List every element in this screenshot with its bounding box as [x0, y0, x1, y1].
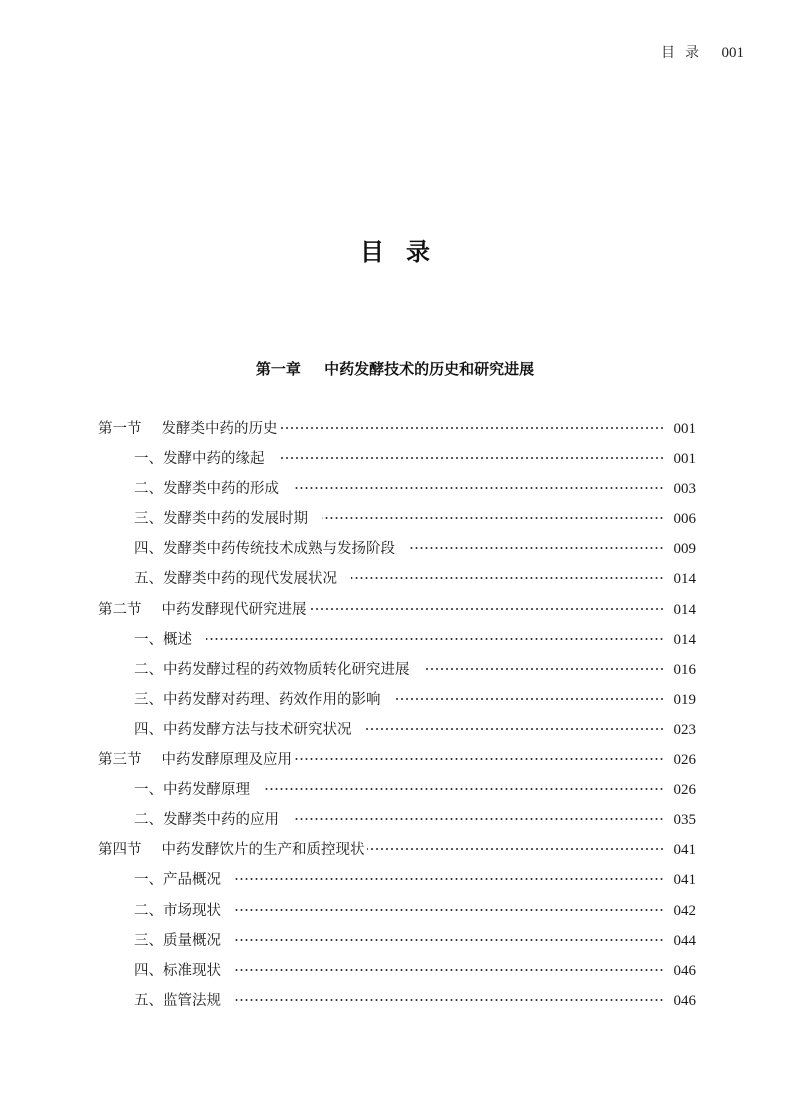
toc-subsection-entry[interactable]: [98, 625, 696, 655]
toc-subsection-entry[interactable]: [98, 655, 696, 685]
dot-leader: [235, 969, 664, 971]
dot-leader: [395, 698, 665, 700]
dot-leader: [293, 818, 664, 820]
entry-title: 二、市场现状: [134, 902, 221, 919]
page-number: 026: [673, 782, 696, 799]
page-number: 009: [673, 541, 696, 558]
toc-subsection-entry[interactable]: [98, 444, 696, 474]
toc-subsection-entry[interactable]: [98, 986, 696, 1016]
page-number: 035: [673, 812, 696, 829]
chapter-heading: [0, 358, 790, 379]
entry-title: 三、质量概况: [134, 932, 221, 949]
page-number: 014: [673, 571, 696, 588]
entry-title: 一、概述: [134, 631, 192, 648]
section-number: 第四节: [98, 842, 142, 859]
page-number: 014: [673, 631, 696, 648]
dot-leader: [280, 427, 665, 429]
dot-leader: [235, 909, 664, 911]
page-number: 026: [673, 752, 696, 769]
dot-leader: [264, 788, 664, 790]
toc-subsection-entry[interactable]: [98, 474, 696, 504]
entry-title: 五、发酵类中药的现代发展状况: [134, 571, 337, 588]
running-header: [661, 42, 744, 62]
page-number: 016: [673, 661, 696, 678]
toc-section-entry[interactable]: [98, 745, 696, 775]
dot-leader: [409, 547, 664, 549]
entry-title: 一、中药发酵原理: [134, 782, 250, 799]
entry-title: 二、发酵类中药的应用: [134, 812, 279, 829]
dot-leader: [293, 487, 664, 489]
section-number: 第二节: [98, 601, 142, 618]
dot-leader: [366, 728, 665, 730]
entry-title: 五、监管法规: [134, 992, 221, 1009]
page-number: 041: [673, 842, 696, 859]
page-number: 046: [673, 962, 696, 979]
dot-leader: [206, 638, 664, 640]
entry-title: 四、发酵类中药传统技术成熟与发扬阶段: [134, 541, 395, 558]
dot-leader: [235, 878, 664, 880]
toc-subsection-entry[interactable]: [98, 775, 696, 805]
dot-leader: [235, 939, 664, 941]
toc-subsection-entry[interactable]: [98, 715, 696, 745]
dot-leader: [367, 848, 665, 850]
dot-leader: [294, 758, 664, 760]
dot-leader: [424, 668, 665, 670]
toc-subsection-entry[interactable]: [98, 805, 696, 835]
toc-subsection-entry[interactable]: [98, 956, 696, 986]
dot-leader: [235, 999, 664, 1001]
toc-heading: 目录: [360, 238, 452, 266]
page-number: 003: [673, 481, 696, 498]
toc-subsection-entry[interactable]: [98, 926, 696, 956]
entry-title: 一、产品概况: [134, 872, 221, 889]
toc-subsection-entry[interactable]: [98, 685, 696, 715]
page-number: 023: [673, 721, 696, 738]
chapter-title: 中药发酵技术的历史和研究进展: [324, 360, 535, 378]
dot-leader: [322, 517, 664, 519]
entry-title: 二、发酵类中药的形成: [134, 481, 279, 498]
running-header-page-number: 001: [721, 45, 744, 61]
chapter-number: 第一章: [255, 360, 301, 378]
dot-leader: [279, 457, 665, 459]
entry-title: 三、发酵类中药的发展时期: [134, 511, 308, 528]
section-number: 第三节: [98, 752, 142, 769]
toc-subsection-entry[interactable]: [98, 504, 696, 534]
entry-title: 四、中药发酵方法与技术研究状况: [134, 721, 352, 738]
entry-title: 发酵类中药的历史: [161, 421, 278, 437]
toc-section-entry[interactable]: [98, 595, 696, 625]
page-number: 001: [673, 451, 696, 468]
running-header-title: 目录: [661, 45, 710, 61]
toc-section-entry[interactable]: [98, 414, 696, 444]
dot-leader: [309, 608, 665, 610]
toc-subsection-entry[interactable]: [98, 564, 696, 594]
toc-subsection-entry[interactable]: [98, 896, 696, 926]
page-number: 014: [673, 601, 696, 618]
entry-title: 一、发酵中药的缘起: [134, 451, 265, 468]
toc-subsection-entry[interactable]: [98, 534, 696, 564]
page-number: 042: [673, 902, 696, 919]
page-number: 001: [673, 421, 696, 437]
page-number: 041: [673, 872, 696, 889]
page-number: 044: [673, 932, 696, 949]
entry-title: 中药发酵饮片的生产和质控现状: [161, 842, 365, 859]
entry-title: 三、中药发酵对药理、药效作用的影响: [134, 691, 381, 708]
page-number: 019: [673, 691, 696, 708]
entry-title: 中药发酵原理及应用: [161, 752, 292, 769]
toc-list: [98, 414, 696, 1016]
page-number: 046: [673, 992, 696, 1009]
toc-section-entry[interactable]: [98, 835, 696, 865]
entry-title: 四、标准现状: [134, 962, 221, 979]
toc-subsection-entry[interactable]: [98, 865, 696, 895]
page-number: 006: [673, 511, 696, 528]
section-number: 第一节: [98, 421, 142, 437]
entry-title: 二、中药发酵过程的药效物质转化研究进展: [134, 661, 410, 678]
dot-leader: [351, 577, 664, 579]
entry-title: 中药发酵现代研究进展: [161, 601, 307, 618]
